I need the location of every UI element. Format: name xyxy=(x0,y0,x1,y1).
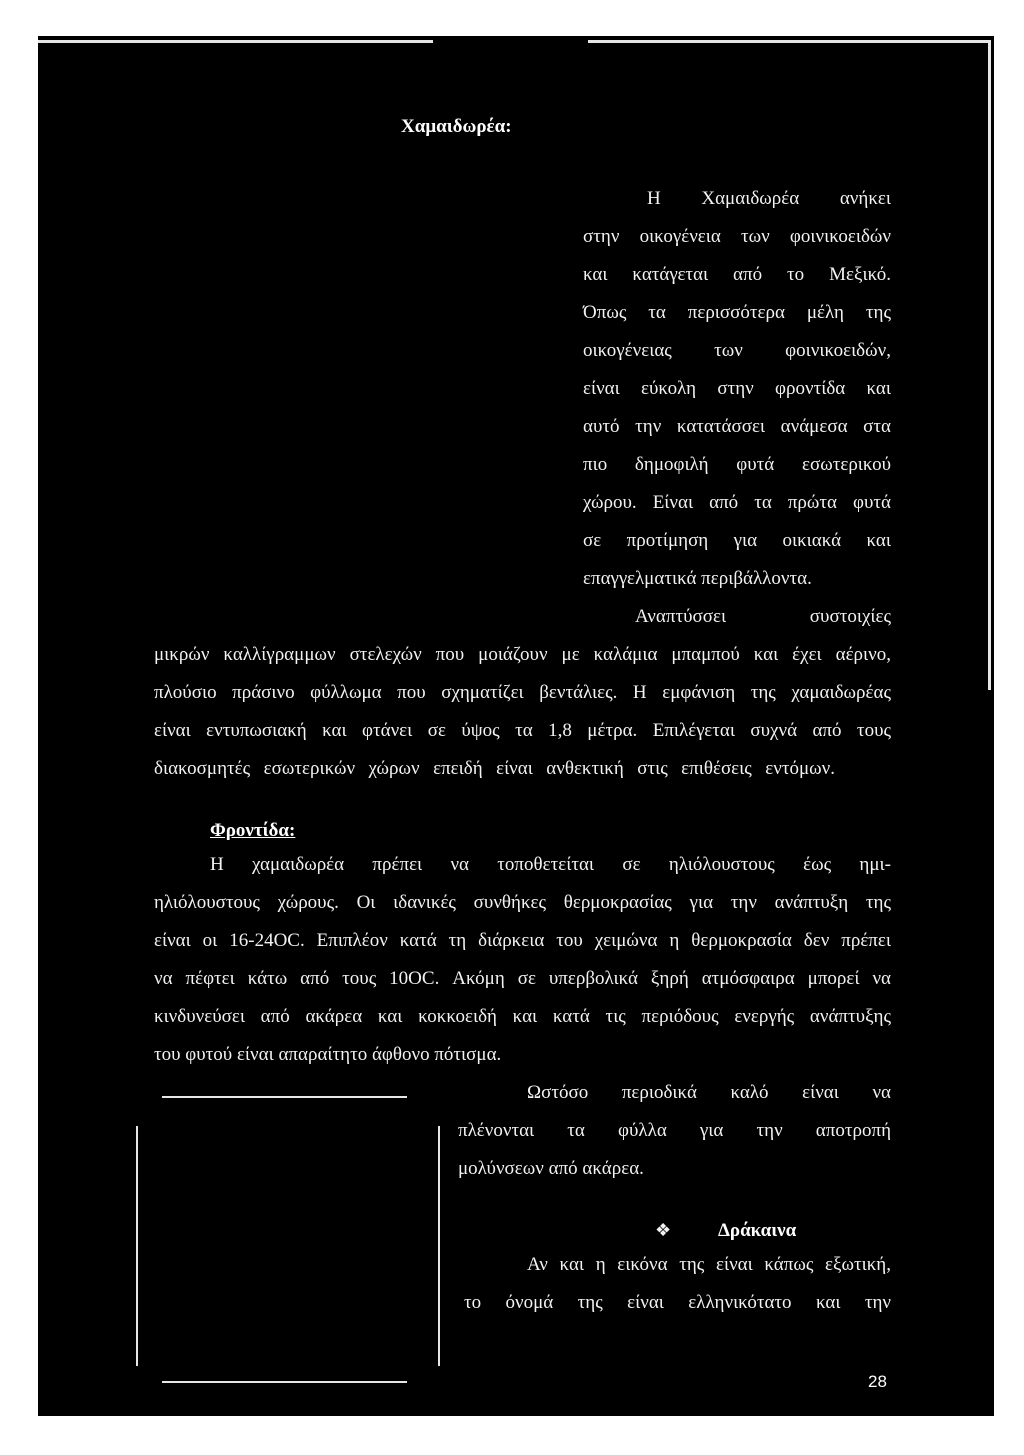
care-heading: Φροντίδα: xyxy=(210,820,296,841)
intro-line-6: είναι εύκολη στην φροντίδα και xyxy=(583,378,891,399)
care-line-4: να πέφτει κάτω από τους 10ΟC. Ακόμη σε υπερβολικά ξηρή ατμόσφαιρα μπορεί να xyxy=(154,968,891,989)
body-line-1: μικρών καλλίγραμμων στελεχών που μοιάζουν με καλάμια μπαμπού και έχει αέρινο, xyxy=(154,644,891,665)
intro-line-11: επαγγελματικά περιβάλλοντα. xyxy=(583,568,812,589)
care-side-line-1: Ωστόσο περιοδικά καλό είναι να xyxy=(527,1082,891,1103)
intro-line-4: Όπως τα περισσότερα μέλη της xyxy=(583,302,891,323)
image-frame-top-rule xyxy=(162,1096,407,1098)
care-line-6: του φυτού είναι απαραίτητο άφθονο πότισμα. xyxy=(154,1044,502,1065)
intro-line-2: στην οικογένεια των φοινικοειδών xyxy=(583,226,891,247)
intro-line-8: πιο δημοφιλή φυτά εσωτερικού xyxy=(583,454,891,475)
care-line-1: Η χαμαιδωρέα πρέπει να τοποθετείται σε ηλιόλουστους έως ημι- xyxy=(210,854,891,875)
intro-line-3: και κατάγεται από το Μεξικό. xyxy=(583,264,891,285)
dracaena-line-2: το όνομά της είναι ελληνικότατο και την xyxy=(464,1292,891,1313)
image-frame-right-rule xyxy=(438,1126,440,1366)
care-line-3: είναι οι 16-24ΟC. Επιπλέον κατά τη διάρκεια του χειμώνα η θερμοκρασία δεν πρέπει xyxy=(154,930,891,951)
care-line-5: κινδυνεύσει από ακάρεα και κοκκοειδή και κατά τις περιόδους ενεργής ανάπτυξης xyxy=(154,1006,891,1027)
top-rule-left xyxy=(38,40,433,43)
body-line-3: είναι εντυπωσιακή και φτάνει σε ύψος τα 1,8 μέτρα. Επιλέγεται συχνά από τους xyxy=(154,720,891,741)
intro-line-12: Αναπτύσσει συστοιχίες xyxy=(635,606,891,627)
care-side-line-3: μολύνσεων από ακάρεα. xyxy=(458,1158,644,1179)
document-page xyxy=(38,36,994,1416)
intro-line-7: αυτό την κατατάσσει ανάμεσα στα xyxy=(583,416,891,437)
body-line-2: πλούσιο πράσινο φύλλωμα που σχηματίζει βεντάλιες. Η εμφάνιση της χαμαιδωρέας xyxy=(154,682,891,703)
intro-line-9: χώρου. Είναι από τα πρώτα φυτά xyxy=(583,492,891,513)
body-line-4: διακοσμητές εσωτερικών χώρων επειδή είναι ανθεκτική στις επιθέσεις εντόμων. xyxy=(154,758,835,779)
top-rule-right xyxy=(588,40,988,43)
dracaena-line-1: Αν και η εικόνα της είναι κάπως εξωτική, xyxy=(527,1254,891,1275)
intro-line-1: Η Χαμαιδωρέα ανήκει xyxy=(647,188,891,209)
intro-line-5: οικογένειας των φοινικοειδών, xyxy=(583,340,891,361)
intro-line-10: σε προτίμηση για οικιακά και xyxy=(583,530,891,551)
care-line-2: ηλιόλουστους χώρους. Οι ιδανικές συνθήκες θερμοκρασίας για την ανάπτυξη της xyxy=(154,892,891,913)
care-side-line-2: πλένονται τα φύλλα για την αποτροπή xyxy=(458,1120,891,1141)
image-frame-left-rule xyxy=(136,1126,138,1366)
image-frame-bottom-rule xyxy=(162,1381,407,1383)
section-heading-dracaena: Δράκαινα xyxy=(718,1220,797,1241)
right-border-rule xyxy=(988,40,991,690)
diamond-bullet-icon: ❖ xyxy=(655,1220,672,1240)
page-number: 28 xyxy=(868,1372,887,1391)
page-title: Χαμαιδωρέα: xyxy=(401,116,512,137)
